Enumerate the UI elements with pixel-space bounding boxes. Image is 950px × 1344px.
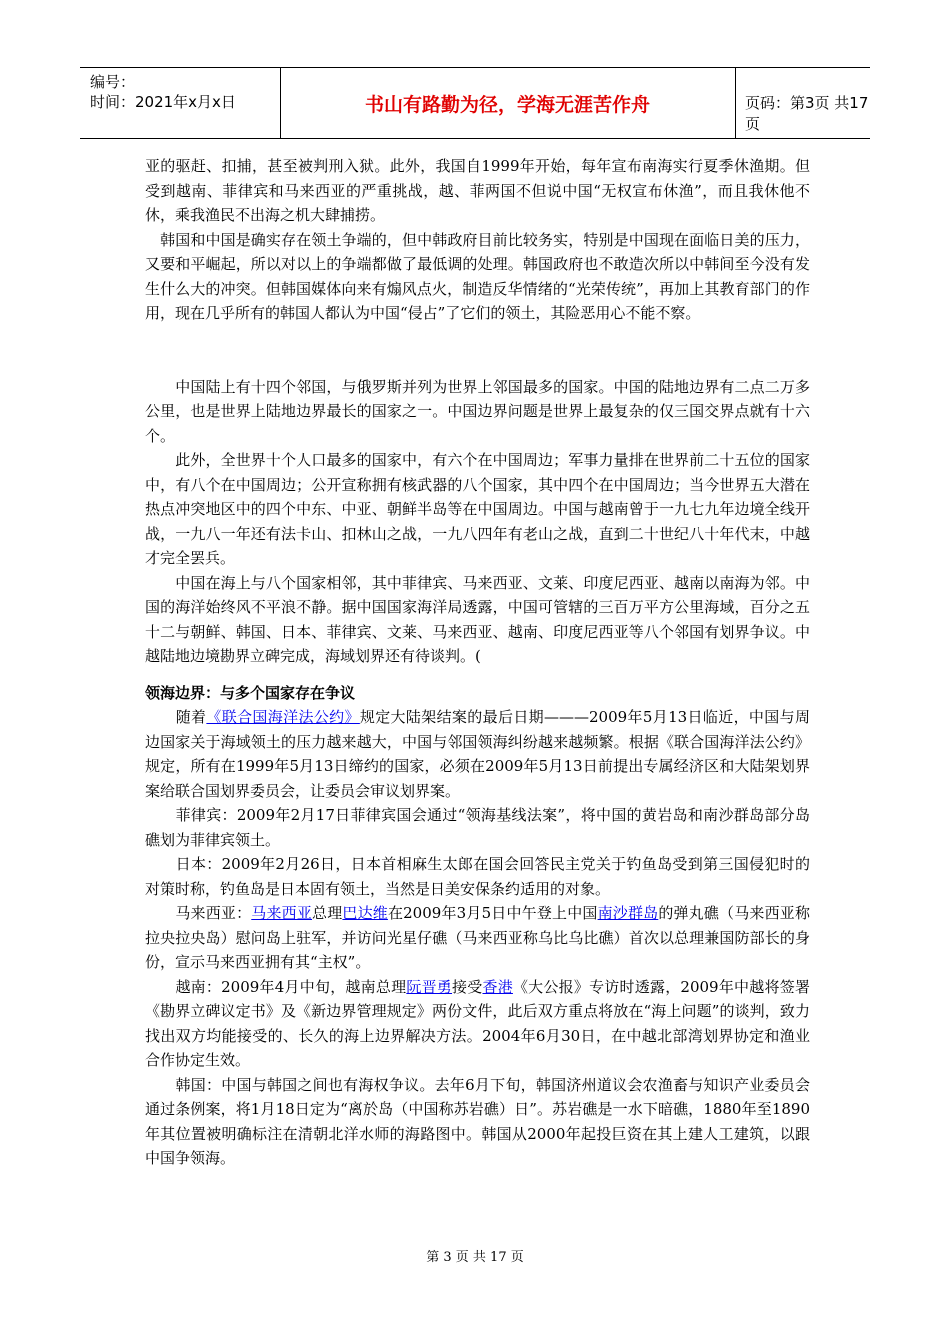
header-motto: 书山有路勤为径，学海无涯苦作舟 <box>364 93 650 116</box>
text: 越南：2009年4月中旬，越南总理 <box>145 977 407 996</box>
document-body <box>145 154 810 1171</box>
nguyen-tan-dung-link[interactable]: 阮晋勇 <box>406 977 453 996</box>
nansha-islands-link[interactable]: 南沙群岛 <box>597 904 659 922</box>
paragraph: 此外，全世界十个人口最多的国家中，有六个在中国周边；军事力量排在世界前二十五位的国家中，有八个在中国周边；公开宣称拥有核武器的八个国家，其中四个在中国周边；当今世界五大潜在热点冲突地区中的四个中东、中亚、朝鲜半岛等在中国周边。中国与越南曾于一九七九年边境全线开战，一九八一年还有法卡山、扣林山之战，一九八四年有老山之战，直到二十世纪八十年代末，中越才完全罢兵。 <box>145 451 810 567</box>
spacer <box>145 669 810 681</box>
paragraph: 亚的驱赶、扣捕，甚至被判刑入狱。此外，我国自1999年开始，每年宣布南海实行夏季休渔期。但受到越南、菲律宾和马来西亚的严重挑战，越、菲两国不但说中国“无权宣布休渔”，而且我休他不休，乘我渔民不出海之机大肆捕捞。 <box>145 157 810 224</box>
paragraph-malaysia <box>145 901 810 975</box>
page-footer: 第 3 页 共 17 页 <box>426 1250 524 1265</box>
paragraph: 中国在海上与八个国家相邻，其中菲律宾、马来西亚、文莱、印度尼西亚、越南以南海为邻。中国的海洋始终风不平浪不静。据中国国家海洋局透露，中国可管辖的三百万平方公里海域，百分之五十二与朝鲜、韩国、日本、菲律宾、文莱、马来西亚、越南、印度尼西亚等八个邻国有划界争议。中越陆地边境勘界立碑完成，海域划界还有待谈判。( <box>145 573 810 665</box>
text: 总理 <box>312 904 343 922</box>
header-divider <box>735 68 736 138</box>
text: 《大公报》专访时透露，2009年中越将签署《勘界立碑议定书》及《新边界管理规定》两份文件，此后双方重点将放在“海上问题”的谈判，致力找出双方均能接受的、长久的海上边界解决方法。2004年6月30日，在中越北部湾划界协定和渔业合作协定生效。 <box>145 977 810 1069</box>
badawi-link[interactable]: 巴达维 <box>342 904 388 922</box>
text: 规定大陆架结案的最后日期———2009年5月13日临近，中国与周边国家关于海域领土的压力越来越大，中国与邻国领海纠纷越来越频繁。根据《联合国海洋法公约》规定，所有在1999年5月13日缔约的国家，必须在2009年5月13日前提出专属经济区和大陆架划界案给联合国划界委员会，让委员会审议划界案。 <box>145 708 810 800</box>
section-heading: 领海边界：与多个国家存在争议 <box>145 683 356 702</box>
text: 马来西亚： <box>145 904 252 922</box>
page-header <box>80 67 870 139</box>
paragraph: 韩国和中国是确实存在领土争端的，但中韩政府目前比较务实，特别是中国现在面临日美的压力，又要和平崛起，所以对以上的争端都做了最低调的处理。韩国政府也不敢造次所以中韩间至今没有发生什么大的冲突。但韩国媒体向来有煽风点火，制造反华情绪的“光荣传统”，再加上其教育部门的作用，现在几乎所有的韩国人都认为中国“侵占”了它们的领土，其险恶用心不能不察。 <box>145 230 810 322</box>
text: 随着 <box>145 708 207 726</box>
header-meta <box>90 72 236 112</box>
number-label: 编号： <box>90 73 136 91</box>
paragraph: 中国陆上有十四个邻国，与俄罗斯并列为世界上邻国最多的国家。中国的陆地边界有二点二万多公里，也是世界上陆地边界最长的国家之一。中国边界问题是世界上最复杂的仅三国交界点就有十六个。 <box>145 377 810 445</box>
paragraph-unclos <box>145 705 810 803</box>
date-label: 时间：2021年x月x日 <box>90 93 236 111</box>
unclos-link[interactable]: 《联合国海洋法公约》 <box>206 708 360 726</box>
text: 在2009年3月5日中午登上中国 <box>387 904 598 922</box>
text: 接受 <box>452 977 483 996</box>
hong-kong-link[interactable]: 香港 <box>482 977 513 996</box>
text: 的弹丸礁（马来西亚称拉央拉央岛）慰问岛上驻军，并访问光星仔礁（马来西亚称乌比乌比礁）首次以总理兼国防部长的身份，宣示马来西亚拥有其“主权”。 <box>145 904 810 971</box>
malaysia-link[interactable]: 马来西亚 <box>251 904 313 922</box>
spacer <box>145 326 810 375</box>
paragraph-korea: 韩国：中国与韩国之间也有海权争议。去年6月下旬，韩国济州道议会农渔畜与知识产业委员会通过条例案，将1月18日定为“离於岛（中国称苏岩礁）日”。苏岩礁是一水下暗礁，1880年至1890年其位置被明确标注在清朝北洋水师的海路图中。韩国从2000年起投巨资在其上建人工建筑，以跟中国争领海。 <box>145 1075 810 1167</box>
paragraph-japan: 日本：2009年2月26日，日本首相麻生太郎在国会回答民主党关于钓鱼岛受到第三国侵犯时的对策时称，钓鱼岛是日本固有领土，当然是日美安保条约适用的对象。 <box>145 855 810 898</box>
header-page-info: 页码：第3页 共17页 <box>745 94 869 133</box>
paragraph-philippines: 菲律宾：2009年2月17日菲律宾国会通过“领海基线法案”，将中国的黄岩岛和南沙群岛部分岛礁划为菲律宾领土。 <box>145 806 810 849</box>
paragraph-vietnam <box>145 975 810 1073</box>
